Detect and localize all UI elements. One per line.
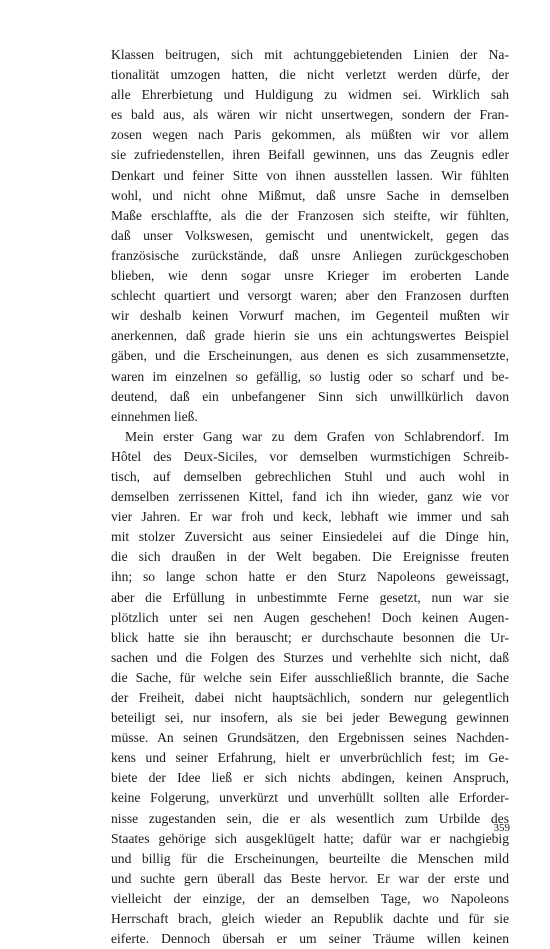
- text-line: französische zurückstände, daß unsre Anliegen zurückgeschoben: [111, 247, 509, 263]
- text-line: blick hatte sie ihn berauscht; er durchschaute besonnen die Ur-: [111, 629, 509, 645]
- text-line: Maße erschlaffte, als die der Franzosen sich steifte, wir fühlten,: [111, 207, 509, 223]
- text-line: plötzlich unter sei nen Augen geschehen! Doch keinen Augen-: [111, 609, 509, 625]
- text-line: Denkart und feiner Sitte von ihnen ausstellen lassen. Wir fühlten: [111, 167, 509, 183]
- text-line: Mein erster Gang war zu dem Grafen von Schlabrendorf. Im: [125, 428, 509, 444]
- text-line: daß unser Volkswesen, gemischt und unentwickelt, gegen das: [111, 227, 509, 243]
- paragraph: [111, 427, 509, 949]
- text-line: biete der Idee ließ er sich nichts abdingen, keinen Anspruch,: [111, 770, 509, 786]
- text-line: die sich draußen in der Welt begaben. Die Ereignisse freuten: [111, 549, 509, 565]
- text-line: Hôtel des Deux-Siciles, vor demselben wurmstichigen Schreib-: [111, 448, 509, 464]
- text-line: einnehmen ließ.: [111, 408, 198, 424]
- text-line: eiferte. Dennoch übersah er um seiner Träume willen keinen: [111, 931, 509, 947]
- text-line: gäben, und die Erscheinungen, aus denen es sich zusammensetzte,: [111, 348, 509, 364]
- text-line: tionalität umzogen hatten, die nicht verletzt werden dürfe, der: [111, 67, 509, 83]
- text-line: wohl, und nicht ohne Mißmut, daß unsre Sache in demselben: [111, 187, 509, 203]
- text-line: müsse. An seinen Grundsätzen, den Ergebnissen seines Nachden-: [111, 730, 509, 746]
- text-line: die Sache, für welche sein Eifer ausschließlich brannte, die Sache: [111, 669, 509, 685]
- text-line: schlecht quartiert und versorgt waren; aber den Franzosen durften: [111, 288, 509, 304]
- text-line: vielleicht der einzige, der an demselben Tage, wo Napoleons: [111, 890, 509, 906]
- text-line: blieben, wie denn sogar unsre Krieger im eroberten Lande: [111, 268, 509, 284]
- text-line: waren im einzelnen so gefällig, so lustig oder so scharf und be-: [111, 368, 509, 384]
- text-line: demselben zerrissenen Kittel, fand ich ihn wieder, ganz wie vor: [111, 489, 509, 505]
- text-line: zosen wegen nach Paris gekommen, als müßten wir vor allem: [111, 127, 509, 143]
- text-line: keine Folgerung, unverkürzt und unverhüllt sollten alle Erforder-: [111, 790, 509, 806]
- paragraph: [111, 45, 509, 427]
- text-line: es bald aus, als wären wir nicht unsertwegen, sondern der Fran-: [111, 107, 509, 123]
- text-line: tisch, auf demselben gebrechlichen Stuhl und auch wohl in: [111, 468, 509, 484]
- text-line: deutend, daß ein unbefangener Sinn sich unwillkürlich davon: [111, 388, 509, 404]
- text-line: sie zufriedenstellen, ihren Beifall gewinnen, uns das Zeugnis edler: [111, 147, 509, 163]
- text-line: anerkennen, daß grade hierin sie uns ein achtungswertes Beispiel: [111, 328, 509, 344]
- text-line: Staates gehörige sich ausgeklügelt hatte; dafür war er nachgiebig: [111, 830, 509, 846]
- text-line: aber die Erfüllung in unbestimmte Ferne gesetzt, nun war sie: [111, 589, 509, 605]
- page-number: 359: [493, 822, 510, 834]
- text-line: Herrschaft brach, gleich wieder an Republik dachte und für sie: [111, 911, 509, 927]
- text-line: Klassen beitrugen, sich mit achtunggebietenden Linien der Na-: [111, 47, 509, 62]
- text-line: ihn; so lange schon hatte er den Sturz Napoleons geweissagt,: [111, 569, 509, 585]
- text-line: wir deshalb keinen Vorwurf machen, im Gegenteil mußten wir: [111, 308, 509, 324]
- text-line: beteiligt sei, nur insofern, als sie bei jeder Bewegung gewinnen: [111, 710, 509, 726]
- text-line: nisse zugestanden sein, die er als wesentlich zum Urbilde des: [111, 810, 509, 826]
- text-line: mit stolzer Zuversicht aus seiner Einsiedelei auf die Dinge hin,: [111, 529, 509, 545]
- body-text: [111, 45, 509, 949]
- text-line: alle Ehrerbietung und Huldigung zu widmen sei. Wirklich sah: [111, 87, 509, 103]
- text-line: und billig für die Erscheinungen, beurteilte die Menschen mild: [111, 850, 509, 866]
- text-line: und suchte gern überall das Beste hervor. Er war der erste und: [111, 870, 509, 886]
- text-line: vier Jahren. Er war froh und keck, lebhaft wie immer und sah: [111, 509, 509, 525]
- text-line: der Freiheit, dabei nicht hauptsächlich, sondern nur gelegentlich: [111, 690, 509, 705]
- text-line: sachen und die Folgen des Sturzes und verhehlte sich nicht, daß: [111, 649, 509, 665]
- text-line: kens und seiner Erfahrung, hielt er unverbrüchlich fest; im Ge-: [111, 750, 509, 766]
